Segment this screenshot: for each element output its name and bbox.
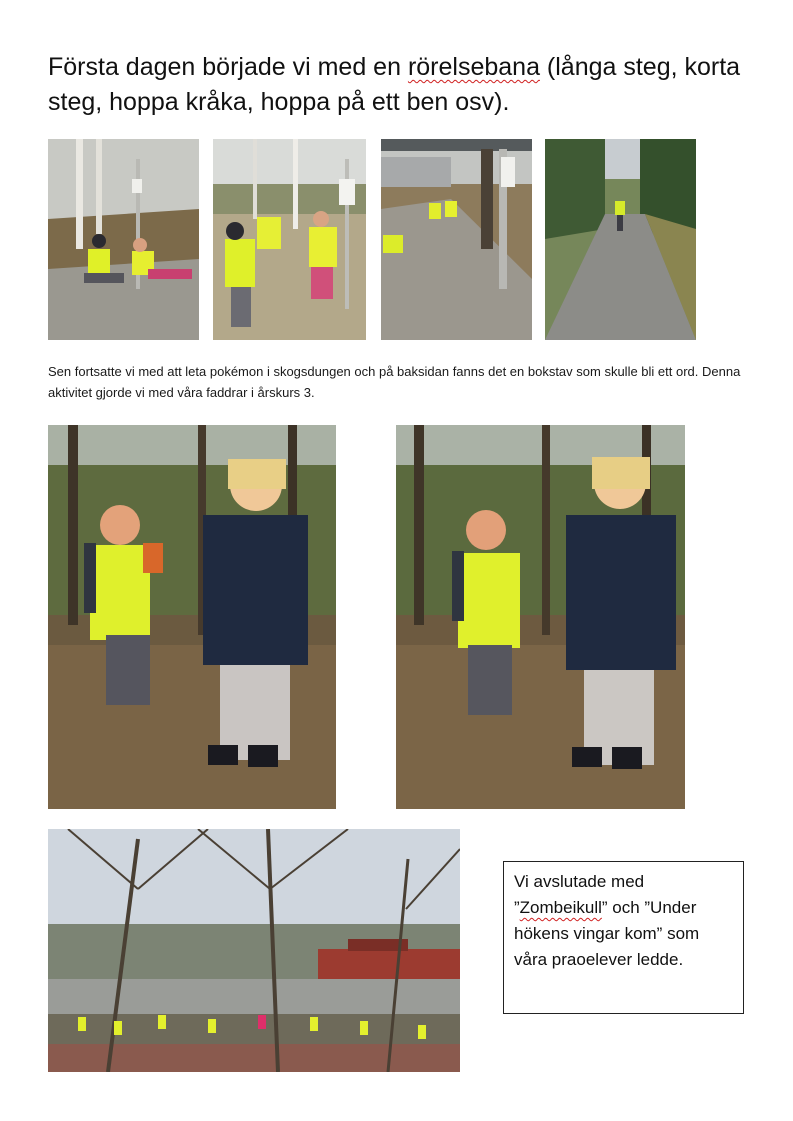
photo-two-children-right	[396, 425, 685, 809]
heading-text-start: Första dagen började vi med en	[48, 53, 408, 81]
photo-two-children-left	[48, 425, 336, 809]
spellcheck-word: rörelsebana	[407, 53, 540, 81]
spellcheck-word: Zombeikull	[519, 898, 602, 917]
caption-paragraph: Sen fortsatte vi med att leta pokémon i skogsdungen och på baksidan fanns det en bokstav som skulle bli ett ord. Denna aktivitet gjorde vi med våra faddrar i årskurs 3.	[48, 364, 741, 400]
photo-children-at-sign	[213, 139, 366, 340]
photo-schoolyard-game	[48, 829, 460, 1072]
textbox-text-end: ” och ”Under hökens vingar kom” som våra praoelever ledde.	[514, 898, 700, 969]
photo-children-on-path	[381, 139, 532, 340]
photo-children-stretching	[48, 139, 199, 340]
closing-text-box	[503, 861, 744, 1014]
textbox-text-start: Vi avslutade med ”	[514, 872, 645, 917]
page-heading	[48, 50, 748, 120]
photo-gravel-path	[545, 139, 696, 340]
heading-text-end: (långa steg, korta steg, hoppa kråka, hoppa på ett ben osv).	[48, 53, 741, 116]
